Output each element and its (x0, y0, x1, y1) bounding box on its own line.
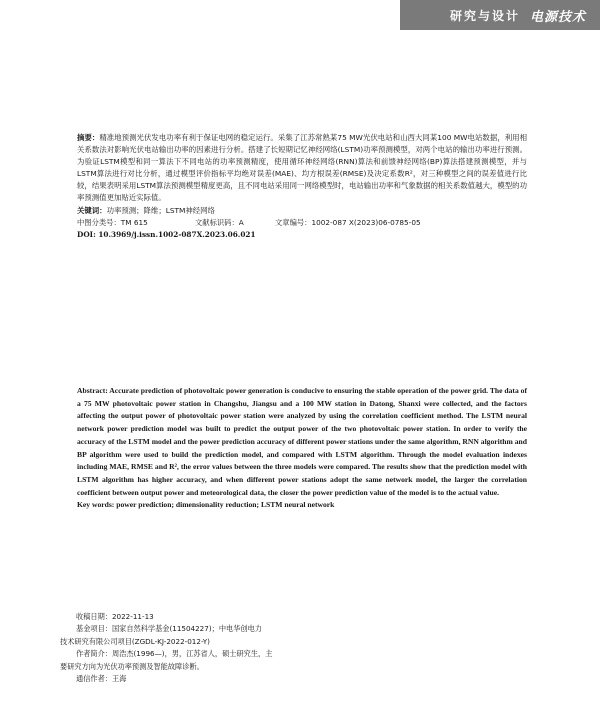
author-line-1: 作者简介：周浩杰(1996—)，男，江苏省人，硕士研究生，主 (76, 649, 273, 659)
document-code: 文献标识码：A (195, 217, 244, 227)
received-date: 收稿日期：2022-11-13 (76, 612, 154, 621)
chinese-abstract (77, 132, 527, 205)
english-abstract-label: Abstract: (77, 386, 108, 395)
article-number: 文章编号：1002-087 X(2023)06-0785-05 (275, 217, 421, 227)
chinese-abstract-label: 摘要： (77, 133, 100, 142)
english-abstract-text: Accurate prediction of photovoltaic power generation is conducive to ensuring the stable operation of the power grid. The data of a 75 MW photovoltaic power station in Changshu, Jiangsu and a 100 MW station in Datong, Shanxi were collected, and the factors affecting the output power of photovoltaic power station were analyzed by using the correlation coefficient method. The LSTM neural network power prediction model was built to predict the output power of the two photovoltaic power station. In order to verify the accuracy of the LSTM model and the power prediction accuracy of different power stations under the same algorithm, RNN algorithm and BP algorithm were used to build the prediction model, and compared with LSTM algorithm. Through the model evaluation indexes including MAE, RMSE and R², the error values between the three models were compared. The results show that the prediction model with LSTM algorithm has higher accuracy, and when different power stations adopt the same network model, the larger the correlation coefficient between output power and meteorological data, the closer the power prediction value of the model is to the actual value. (77, 386, 527, 497)
clc-number: 中图分类号：TM 615 (77, 217, 148, 227)
chinese-abstract-text: 精准地预测光伏发电功率有利于保证电网的稳定运行。采集了江苏常熟某75 MW光伏电站和山西大同某100 MW电站数据，利用相关系数法对影响光伏电站输出功率的因素进行分析。搭建了长短期记忆神经网络(LSTM)功率预测模型，对两个电站的输出功率进行预测。为验证LSTM模型和同一算法下不同电站的功率预测精度，使用循环神经网络(RNN)算法和前馈神经网络(BP)算法搭建预测模型，并与LSTM算法进行对比分析，通过模型评价指标平均绝对误差(MAE)、均方根误差(RMSE)及决定系数R²，对三种模型之间的误差值进行比较，结果表明采用LSTM算法预测模型精度更高，且不同电站采用同一网络模型时，电站输出功率和气象数据的相关系数值越大，模型的功率预测值更加贴近实际值。 (77, 133, 527, 203)
english-abstract (77, 385, 527, 499)
journal-header-band (400, 0, 600, 30)
english-keywords-text: power prediction; dimensionality reduction; LSTM neural network (116, 500, 335, 510)
author-line-2: 要研究方向为光伏功率预测及智能故障诊断。 (60, 661, 204, 671)
english-keywords-label: Key words: (77, 500, 115, 510)
doi: DOI: 10.3969/j.issn.1002-087X.2023.06.021 (77, 229, 256, 239)
english-keywords (77, 499, 527, 512)
corresponding-author: 通信作者：王海 (76, 674, 127, 684)
fund-line-1: 基金项目：国家自然科学基金(11504227)；中电华创电力 (76, 624, 262, 634)
chinese-abstract-block (77, 132, 527, 241)
journal-name: 电源技术 (529, 9, 586, 25)
footnotes (60, 611, 360, 685)
chinese-keywords-label: 关键词： (77, 205, 107, 215)
section-title: 研究与设计 (449, 8, 520, 23)
chinese-keywords-text: 功率预测；降维；LSTM神经网络 (106, 205, 215, 215)
chinese-keywords (77, 205, 527, 217)
classification-row (77, 217, 527, 229)
english-abstract-block (77, 385, 527, 512)
fund-line-2: 技术研究有限公司项目(ZGDL-KJ-2022-012-Y) (60, 636, 210, 646)
